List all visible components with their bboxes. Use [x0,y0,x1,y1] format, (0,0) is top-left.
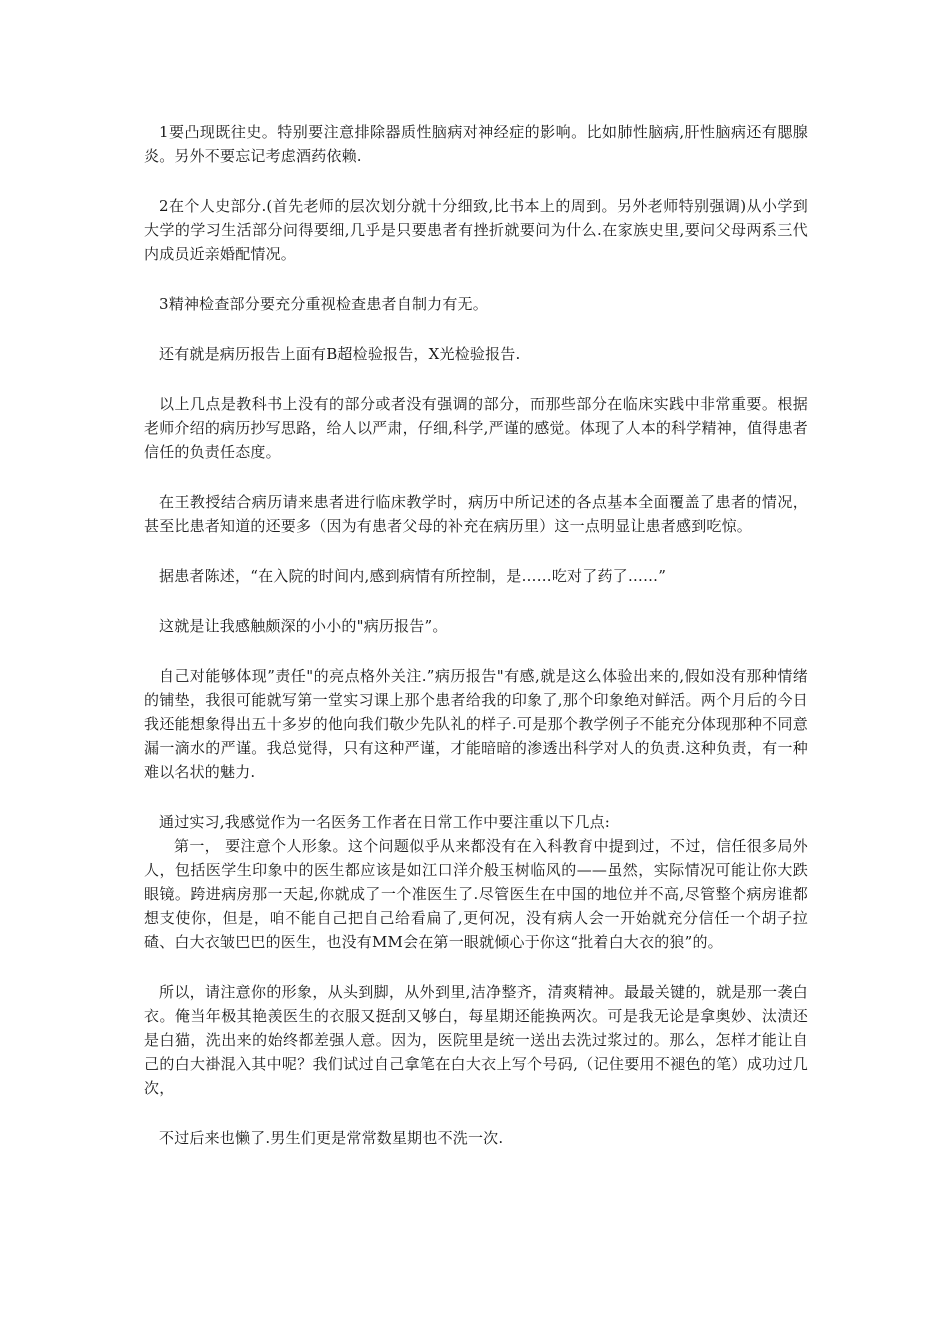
paragraph-spacer [144,538,808,564]
paragraph-spacer [144,168,808,194]
paragraph-4: 还有就是病历报告上面有B超检验报告，X光检验报告. [159,345,521,363]
paragraph-5: 以上几点是教科书上没有的部分或者没有强调的部分，而那些部分在临床实践中非常重要。根据老师介绍的病历抄写思路，给人以严肃，仔细,科学,严谨的感觉。体现了人本的科学精神，值得患者信任的负责任态度。 [144,395,808,461]
paragraph-6: 在王教授结合病历请来患者进行临床教学时，病历中所记述的各点基本全面覆盖了患者的情况，甚至比患者知道的还要多（因为有患者父母的补充在病历里）这一点明显让患者感到吃惊。 [144,493,808,535]
paragraph-7: 据患者陈述，“在入院的时间内,感到病情有所控制，是……吃对了药了……” [159,567,667,585]
paragraph-12: 所以，请注意你的形象，从头到脚，从外到里,洁净整齐，清爽精神。最最关键的，就是那一袭白衣。俺当年极其艳羡医生的衣服又挺刮又够白，每星期还能换两次。可是我无论是拿奥妙、汰渍还是白猫，洗出来的始终都差强人意。因为，医院里是统一送出去洗过浆过的。那么，怎样才能让自己的白大褂混入其中呢？我们试过自己拿笔在白大衣上写个号码,（记住要用不褪色的笔）成功过几次， [144,983,808,1097]
paragraph-spacer [144,366,808,392]
paragraph-2: 2在个人史部分.(首先老师的层次划分就十分细致,比书本上的周到。另外老师特别强调)从小学到大学的学习生活部分问得要细,几乎是只要患者有挫折就要问为什么.在家族史里,要问父母两系三代内成员近亲婚配情况。 [144,197,808,263]
paragraph-spacer [144,784,808,810]
paragraph-spacer [144,464,808,490]
paragraph-13: 不过后来也懒了.男生们更是常常数星期也不洗一次. [159,1129,504,1147]
paragraph-3: 3精神检查部分要充分重视检查患者自制力有无。 [159,295,488,313]
paragraph-11: 第一， 要注意个人形象。这个问题似乎从来都没有在入科教育中提到过，不过，信任很多局外人，包括医学生印象中的医生都应该是如江口洋介般玉树临风的——虽然，实际情况可能让你大跌眼镜。跨进病房那一天起,你就成了一个准医生了.尽管医生在中国的地位并不高,尽管整个病房谁都想支使你，但是，咱不能自己把自己给看扁了,更何况，没有病人会一开始就充分信任一个胡子拉碴、白大衣皱巴巴的医生，也没有MM会在第一眼就倾心于你这“批着白大衣的狼”的。 [144,837,808,951]
paragraph-9: 自己对能够体现”责任"的亮点格外关注.”病历报告"有感,就是这么体验出来的,假如没有那种情绪的铺垫，我很可能就写第一堂实习课上那个患者给我的印象了,那个印象绝对鲜活。两个月后的今日我还能想象得出五十多岁的他向我们敬少先队礼的样子.可是那个教学例子不能充分体现那种不同意漏一滴水的严谨。我总觉得，只有这种严谨，才能暗暗的渗透出科学对人的负责.这种负责，有一种难以名状的魅力. [144,667,808,781]
paragraph-8: 这就是让我感触颇深的小小的"病历报告”。 [159,617,448,635]
paragraph-spacer [144,954,808,980]
document-body [144,120,808,1150]
paragraph-10: 通过实习,我感觉作为一名医务工作者在日常工作中要注重以下几点: [159,813,611,831]
paragraph-spacer [144,316,808,342]
paragraph-spacer [144,1100,808,1126]
paragraph-spacer [144,266,808,292]
paragraph-spacer [144,588,808,614]
paragraph-spacer [144,638,808,664]
paragraph-1: 1要凸现既往史。特别要注意排除器质性脑病对神经症的影响。比如肺性脑病,肝性脑病还有腮腺炎。另外不要忘记考虑酒药依赖. [144,123,808,165]
